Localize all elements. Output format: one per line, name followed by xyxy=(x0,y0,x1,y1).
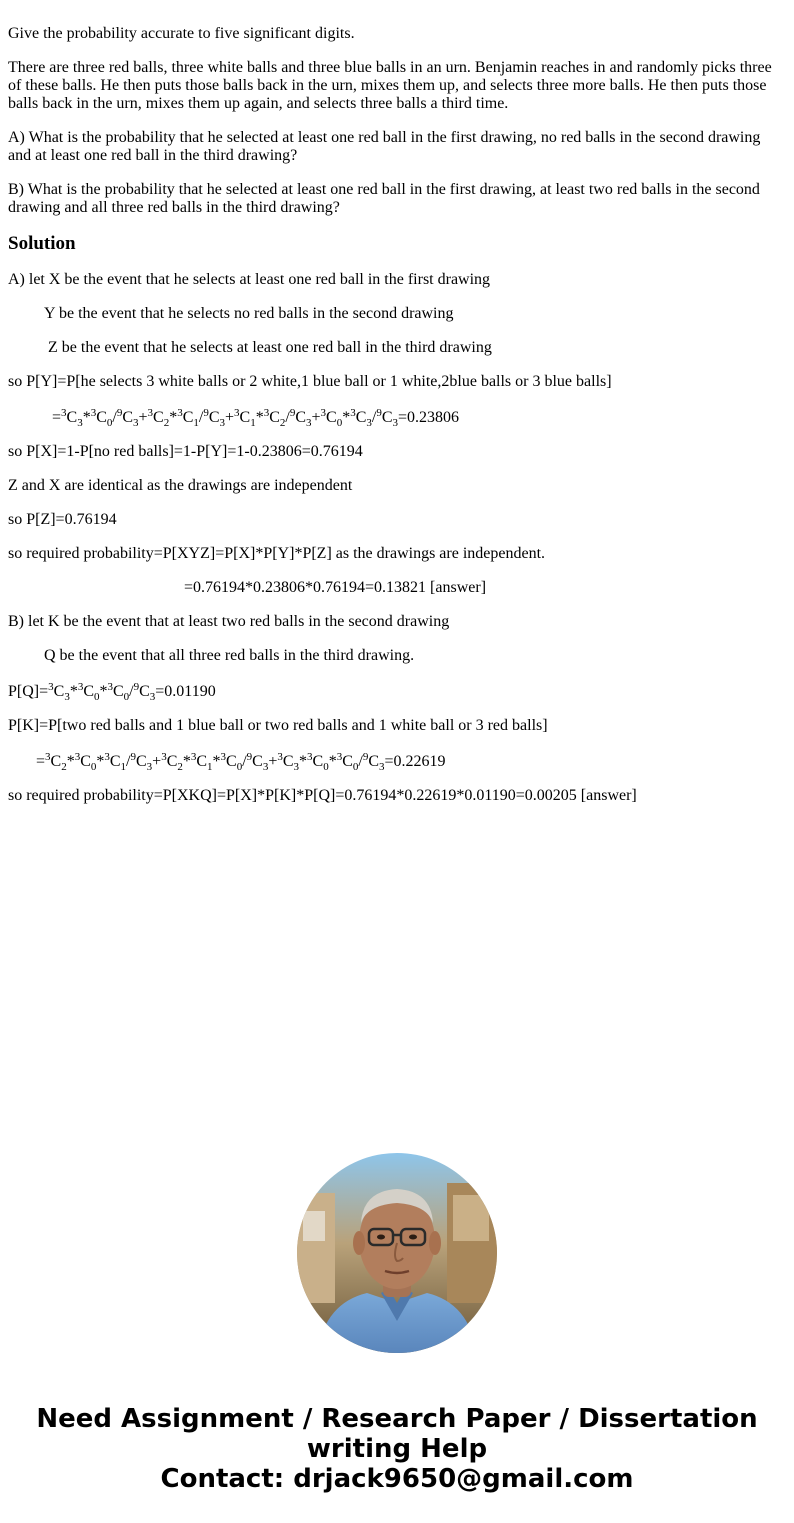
solution-a-line-2: Y be the event that he selects no red balls in the second drawing xyxy=(44,305,454,322)
answer-a: =0.76194*0.23806*0.76194=0.13821 [answer] xyxy=(184,579,487,596)
solution-a-line-4: so P[Y]=P[he selects 3 white balls or 2 white,1 blue ball or 1 white,2blue balls or 3 blue balls] xyxy=(8,373,612,390)
formula-p-k: $=^3C_2*^3C_0*^3C_1/^9C_3+^3C_2*^3C_1*^3C_0/^9C_3+^3C_3*^3C_0*^3C_0/^9C_3=0.22619$ xyxy=(36,751,446,773)
solution-a-line-5: so P[X]=1-P[no red balls]=1-P[Y]=1-0.23806=0.76194 xyxy=(8,443,363,460)
solution-b-line-3: P[K]=P[two red balls and 1 blue ball or two red balls and 1 white ball or 3 red balls] xyxy=(8,717,548,734)
formula-p-y: $=^3C_3*^3C_0/^9C_3+^3C_2*^3C_1/^9C_3+^3C_1*^3C_2/^9C_3+^3C_0*^3C_3/^9C_3=0.23806$ xyxy=(52,407,460,429)
contact-footer xyxy=(0,1404,794,1494)
footer-line-2: writing Help xyxy=(306,1434,488,1464)
problem-text: There are three red balls, three white balls and three blue balls in an urn. Benjamin reaches in and randomly picks three of these balls. He then puts those balls back in the urn, mixes them up, and selects three more balls. He then puts those balls back in the urn, mixes them up again, and selects three balls a third time. xyxy=(8,59,772,112)
answer-b: so required probability=P[XKQ]=P[X]*P[K]*P[Q]=0.76194*0.22619*0.01190=0.00205 [answer] xyxy=(8,787,637,804)
question-part-a: A) What is the probability that he selected at least one red ball in the first drawing, no red balls in the second drawing and at least one red ball in the third drawing? xyxy=(8,129,761,164)
footer-contact-line: Contact: drjack9650@gmail.com xyxy=(160,1464,634,1494)
solution-b-line-2: Q be the event that all three red balls in the third drawing. xyxy=(44,647,415,664)
solution-a-line-8: so required probability=P[XYZ]=P[X]*P[Y]*P[Z] as the drawings are independent. xyxy=(8,545,546,562)
formula-p-q-result: =0.01190 xyxy=(155,683,216,700)
formula-p-q-label: P[Q]= xyxy=(8,683,49,700)
instruction-text: Give the probability accurate to five significant digits. xyxy=(8,25,355,42)
person-photo-icon xyxy=(297,1153,497,1353)
solution-a-line-3: Z be the event that he selects at least one red ball in the third drawing xyxy=(48,339,492,356)
solution-a-line-6: Z and X are identical as the drawings are independent xyxy=(8,477,353,494)
solution-a-line-1: A) let X be the event that he selects at least one red ball in the first drawing xyxy=(8,271,491,288)
solution-heading: Solution xyxy=(8,233,76,254)
document-body xyxy=(8,25,786,821)
footer-line-1: Need Assignment / Research Paper / Dissertation xyxy=(36,1404,758,1434)
formula-p-k-result: =0.22619 xyxy=(384,753,446,770)
question-part-b: B) What is the probability that he selected at least one red ball in the first drawing, at least two red balls in the second drawing and all three red balls in the third drawing? xyxy=(8,181,760,216)
formula-p-q: $P[Q]=^3C_3*^3C_0*^3C_0/^9C_3=0.01190$ xyxy=(8,681,216,703)
solution-b-line-1: B) let K be the event that at least two red balls in the second drawing xyxy=(8,613,450,630)
author-avatar xyxy=(297,1153,497,1353)
formula-p-y-result: =0.23806 xyxy=(398,409,460,426)
solution-a-line-7: so P[Z]=0.76194 xyxy=(8,511,117,528)
